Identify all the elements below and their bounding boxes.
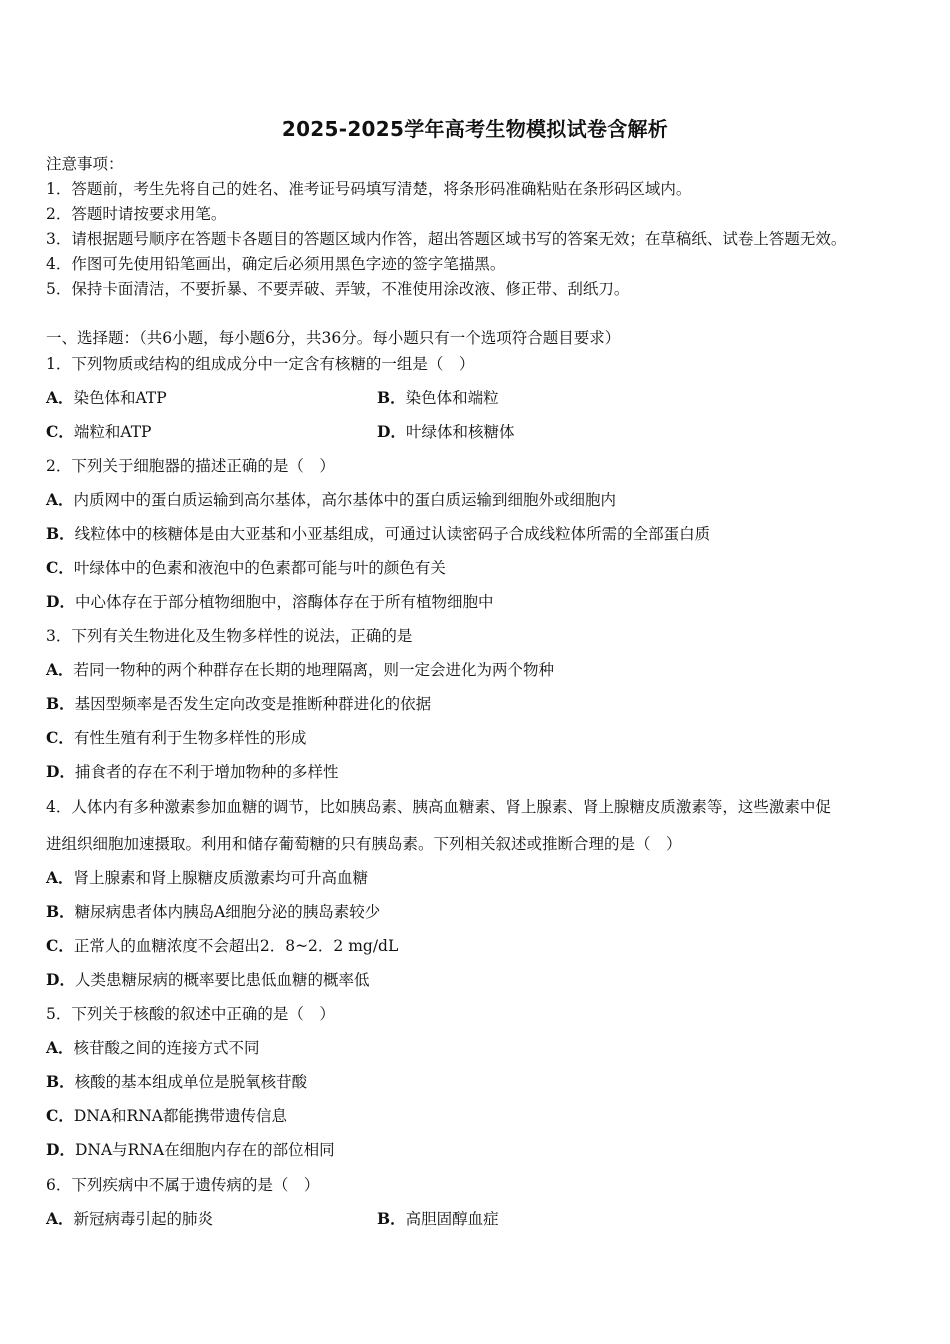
option-label: D．	[46, 592, 75, 611]
option-text: 正常人的血糖浓度不会超出2．8~2．2 mg/dL	[73, 937, 399, 955]
question-2-option-c	[46, 556, 446, 578]
question-4-option-c	[46, 934, 398, 956]
notice-item-5: 5．保持卡面清洁，不要折暴、不要弄破、弄皱，不准使用涂改液、修正带、刮纸刀。	[46, 280, 630, 298]
question-6-stem: 6．下列疾病中不属于遗传病的是（ ）	[46, 1176, 320, 1194]
option-label: B．	[46, 902, 75, 921]
option-label: A．	[46, 1209, 74, 1228]
option-label: D．	[377, 422, 406, 441]
option-text: 线粒体中的核糖体是由大亚基和小亚基组成，可通过认读密码子合成线粒体所需的全部蛋白质	[74, 525, 711, 543]
question-5-option-c	[46, 1104, 287, 1126]
notice-item-1: 1．答题前，考生先将自己的姓名、准考证号码填写清楚，将条形码准确粘贴在条形码区域内。	[46, 180, 692, 198]
option-label: B．	[377, 388, 406, 407]
question-1-stem: 1．下列物质或结构的组成成分中一定含有核糖的一组是（ ）	[46, 355, 475, 373]
question-3-option-a	[46, 658, 554, 680]
option-label: B．	[46, 524, 75, 543]
question-2-stem: 2．下列关于细胞器的描述正确的是（ ）	[46, 457, 335, 475]
question-5-option-d	[46, 1138, 335, 1160]
option-text: 叶绿体和核糖体	[405, 423, 515, 441]
option-label: A．	[46, 490, 74, 509]
option-label: A．	[46, 388, 74, 407]
question-5-option-b	[46, 1070, 307, 1092]
question-4-option-a	[46, 866, 368, 888]
option-text: 内质网中的蛋白质运输到高尔基体，高尔基体中的蛋白质运输到细胞外或细胞内	[73, 491, 617, 509]
notice-heading: 注意事项：	[46, 155, 124, 173]
option-label: A．	[46, 868, 74, 887]
notice-item-4: 4．作图可先使用铅笔画出，确定后必须用黑色字迹的签字笔描黑。	[46, 255, 506, 273]
question-1-option-c	[46, 420, 151, 442]
option-label: C．	[46, 1106, 74, 1125]
option-label: A．	[46, 1038, 74, 1057]
question-4-option-b	[46, 900, 380, 922]
question-5-stem: 5．下列关于核酸的叙述中正确的是（ ）	[46, 1005, 335, 1023]
question-2-option-a	[46, 488, 616, 510]
option-label: B．	[46, 694, 75, 713]
option-label: C．	[46, 728, 74, 747]
option-text: 核苷酸之间的连接方式不同	[73, 1039, 260, 1057]
question-2-option-d	[46, 590, 493, 612]
option-text: 染色体和端粒	[405, 389, 499, 407]
question-3-stem: 3．下列有关生物进化及生物多样性的说法，正确的是	[46, 627, 413, 645]
option-text: DNA和RNA都能携带遗传信息	[73, 1107, 287, 1125]
question-1-option-d	[377, 420, 514, 442]
notice-item-3: 3．请根据题号顺序在答题卡各题目的答题区域内作答，超出答题区域书写的答案无效；在草稿纸、试卷上答题无效。	[46, 230, 847, 248]
question-4-stem-line-2: 进组织细胞加速摄取。利用和储存葡萄糖的只有胰岛素。下列相关叙述或推断合理的是（ ）	[46, 835, 682, 853]
option-text: 有性生殖有利于生物多样性的形成	[73, 729, 307, 747]
option-text: 染色体和ATP	[73, 389, 167, 407]
option-label: C．	[46, 422, 74, 441]
option-text: 核酸的基本组成单位是脱氧核苷酸	[74, 1073, 308, 1091]
option-text: 中心体存在于部分植物细胞中，溶酶体存在于所有植物细胞中	[74, 593, 494, 611]
option-text: DNA与RNA在细胞内存在的部位相同	[74, 1141, 335, 1159]
option-label: D．	[46, 762, 75, 781]
option-text: 端粒和ATP	[73, 423, 152, 441]
option-text: 糖尿病患者体内胰岛A细胞分泌的胰岛素较少	[74, 903, 381, 921]
option-label: D．	[46, 1140, 75, 1159]
question-3-option-c	[46, 726, 306, 748]
option-text: 基因型频率是否发生定向改变是推断种群进化的依据	[74, 695, 432, 713]
option-label: A．	[46, 660, 74, 679]
question-4-option-d	[46, 968, 369, 990]
option-text: 高胆固醇血症	[405, 1210, 499, 1228]
option-text: 新冠病毒引起的肺炎	[73, 1210, 214, 1228]
question-2-option-b	[46, 522, 710, 544]
option-text: 人类患糖尿病的概率要比患低血糖的概率低	[74, 971, 370, 989]
option-label: C．	[46, 558, 74, 577]
option-text: 肾上腺素和肾上腺糖皮质激素均可升高血糖	[73, 869, 369, 887]
option-text: 捕食者的存在不利于增加物种的多样性	[74, 763, 339, 781]
question-3-option-d	[46, 760, 338, 782]
notice-item-2: 2．答题时请按要求用笔。	[46, 205, 227, 223]
question-3-option-b	[46, 692, 431, 714]
option-label: D．	[46, 970, 75, 989]
question-6-option-a	[46, 1207, 213, 1229]
question-5-option-a	[46, 1036, 260, 1058]
option-text: 若同一物种的两个种群存在长期的地理隔离，则一定会进化为两个物种	[73, 661, 555, 679]
option-label: B．	[46, 1072, 75, 1091]
option-label: C．	[46, 936, 74, 955]
question-6-option-b	[377, 1207, 499, 1229]
option-text: 叶绿体中的色素和液泡中的色素都可能与叶的颜色有关	[73, 559, 446, 577]
question-1-option-a	[46, 386, 167, 408]
option-label: B．	[377, 1209, 406, 1228]
section-header: 一、选择题：（共6小题，每小题6分，共36分。每小题只有一个选项符合题目要求）	[46, 329, 621, 347]
question-1-option-b	[377, 386, 499, 408]
document-title: 2025-2025学年高考生物模拟试卷含解析	[281, 117, 669, 141]
question-4-stem-line-1: 4．人体内有多种激素参加血糖的调节，比如胰岛素、胰高血糖素、肾上腺素、肾上腺糖皮质激素等，这些激素中促	[46, 798, 831, 816]
